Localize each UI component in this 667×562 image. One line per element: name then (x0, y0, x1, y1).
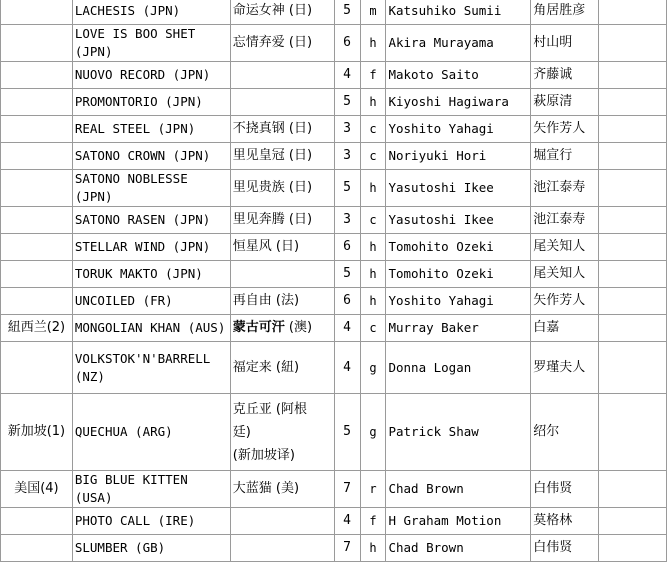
region-cell: 新加坡(1) (1, 394, 73, 471)
table-row (1, 315, 667, 342)
trainer-cell: Katsuhiko Sumii (386, 0, 531, 25)
region-cell (1, 25, 73, 62)
sex-cell: h (360, 261, 386, 288)
trainer-chinese-cell: 池江泰寿 (531, 170, 599, 207)
empty-cell (599, 261, 667, 288)
trainer-chinese-cell: 白嘉 (531, 315, 599, 342)
table-row (1, 535, 667, 562)
region-cell (1, 170, 73, 207)
trainer-chinese-cell: 矢作芳人 (531, 116, 599, 143)
chinese-name-cell: 里见贵族 (日) (230, 170, 334, 207)
horse-name-cell: SATONO RASEN (JPN) (72, 207, 230, 234)
chinese-name-cell (230, 535, 334, 562)
empty-cell (599, 207, 667, 234)
empty-cell (599, 234, 667, 261)
trainer-cell: H Graham Motion (386, 508, 531, 535)
age-cell: 6 (334, 234, 360, 261)
chinese-name-cell: 福定来 (紐) (230, 342, 334, 394)
chinese-name-cell: 里见皇冠 (日) (230, 143, 334, 170)
horse-name-cell: STELLAR WIND (JPN) (72, 234, 230, 261)
horse-name-cell: NUOVO RECORD (JPN) (72, 62, 230, 89)
horse-name-cell: QUECHUA (ARG) (72, 394, 230, 471)
table-row (1, 471, 667, 508)
chinese-name-line: 廷) (232, 424, 251, 440)
chinese-name-cell (230, 315, 334, 342)
trainer-chinese-cell: 白伟贤 (531, 471, 599, 508)
empty-cell (599, 471, 667, 508)
sex-cell: c (360, 143, 386, 170)
table-row (1, 0, 667, 25)
sex-cell: c (360, 207, 386, 234)
region-cell (1, 0, 73, 25)
chinese-name-line: 克丘亚 (阿根 (232, 401, 307, 417)
trainer-cell: Donna Logan (386, 342, 531, 394)
chinese-name-cell (230, 508, 334, 535)
age-cell: 6 (334, 288, 360, 315)
trainer-chinese-cell: 罗瑾夫人 (531, 342, 599, 394)
table-row (1, 207, 667, 234)
trainer-cell: Chad Brown (386, 471, 531, 508)
table-row (1, 89, 667, 116)
region-cell (1, 535, 73, 562)
region-cell (1, 207, 73, 234)
chinese-name-cell: 不挠真钢 (日) (230, 116, 334, 143)
region-cell: 紐西兰(2) (1, 315, 73, 342)
horse-name-cell: SATONO NOBLESSE (JPN) (72, 170, 230, 207)
trainer-cell: Noriyuki Hori (386, 143, 531, 170)
horse-name-line: (NZ) (74, 368, 105, 384)
age-cell: 3 (334, 116, 360, 143)
trainer-cell: Yoshito Yahagi (386, 116, 531, 143)
trainer-cell: Yoshito Yahagi (386, 288, 531, 315)
horse-name-cell: LACHESIS (JPN) (72, 0, 230, 25)
trainer-cell: Chad Brown (386, 535, 531, 562)
empty-cell (599, 89, 667, 116)
age-cell: 5 (334, 261, 360, 288)
horse-name-cell: REAL STEEL (JPN) (72, 116, 230, 143)
age-cell: 6 (334, 25, 360, 62)
region-cell (1, 62, 73, 89)
region-cell (1, 116, 73, 143)
chinese-name-line: (新加坡译) (232, 447, 295, 463)
region-cell (1, 89, 73, 116)
region-cell (1, 508, 73, 535)
empty-cell (599, 0, 667, 25)
trainer-cell: Yasutoshi Ikee (386, 170, 531, 207)
horse-name-cell: PROMONTORIO (JPN) (72, 89, 230, 116)
horse-name-cell: PHOTO CALL (IRE) (72, 508, 230, 535)
table-row (1, 116, 667, 143)
chinese-name-cell (230, 394, 334, 471)
table-row (1, 62, 667, 89)
region-cell (1, 342, 73, 394)
sex-cell: h (360, 170, 386, 207)
sex-cell: h (360, 89, 386, 116)
age-cell: 3 (334, 207, 360, 234)
trainer-cell: Tomohito Ozeki (386, 234, 531, 261)
chinese-name-cell (230, 62, 334, 89)
age-cell: 5 (334, 89, 360, 116)
sex-cell: h (360, 535, 386, 562)
empty-cell (599, 170, 667, 207)
sex-cell: h (360, 234, 386, 261)
empty-cell (599, 535, 667, 562)
empty-cell (599, 342, 667, 394)
trainer-chinese-cell: 村山明 (531, 25, 599, 62)
sex-cell: g (360, 394, 386, 471)
trainer-cell: Yasutoshi Ikee (386, 207, 531, 234)
horse-name-cell: SATONO CROWN (JPN) (72, 143, 230, 170)
age-cell: 4 (334, 342, 360, 394)
sex-cell: r (360, 471, 386, 508)
region-cell (1, 288, 73, 315)
chinese-name-cell: 忘情弃爱 (日) (230, 25, 334, 62)
region-cell: 美国(4) (1, 471, 73, 508)
region-cell (1, 143, 73, 170)
horse-name-cell: SLUMBER (GB) (72, 535, 230, 562)
trainer-chinese-cell: 莫格林 (531, 508, 599, 535)
chinese-name-cell (230, 261, 334, 288)
age-cell: 5 (334, 170, 360, 207)
horse-name-cell: TORUK MAKTO (JPN) (72, 261, 230, 288)
trainer-chinese-cell: 白伟贤 (531, 535, 599, 562)
chinese-name-cell: 再自由 (法) (230, 288, 334, 315)
chinese-name-cell: 恒星风 (日) (230, 234, 334, 261)
age-cell: 4 (334, 315, 360, 342)
sex-cell: f (360, 508, 386, 535)
horse-name-cell: BIG BLUE KITTEN (USA) (72, 471, 230, 508)
empty-cell (599, 143, 667, 170)
horse-name-cell: LOVE IS BOO SHET (JPN) (72, 25, 230, 62)
chinese-name-cell: 命运女神 (日) (230, 0, 334, 25)
age-cell: 5 (334, 0, 360, 25)
age-cell: 7 (334, 471, 360, 508)
table-row (1, 394, 667, 471)
table-row (1, 288, 667, 315)
empty-cell (599, 62, 667, 89)
trainer-cell: Kiyoshi Hagiwara (386, 89, 531, 116)
horse-name-cell (72, 342, 230, 394)
table-row (1, 342, 667, 394)
sex-cell: h (360, 288, 386, 315)
sex-cell: m (360, 0, 386, 25)
empty-cell (599, 394, 667, 471)
trainer-cell: Tomohito Ozeki (386, 261, 531, 288)
sex-cell: c (360, 315, 386, 342)
chinese-name-cell: 里见奔腾 (日) (230, 207, 334, 234)
trainer-cell: Murray Baker (386, 315, 531, 342)
age-cell: 4 (334, 62, 360, 89)
chinese-name-cell: 大蓝猫 (美) (230, 471, 334, 508)
trainer-chinese-cell: 角居胜彦 (531, 0, 599, 25)
table-row (1, 25, 667, 62)
empty-cell (599, 508, 667, 535)
sex-cell: c (360, 116, 386, 143)
trainer-chinese-cell: 池江泰寿 (531, 207, 599, 234)
trainer-cell: Akira Murayama (386, 25, 531, 62)
trainer-cell: Patrick Shaw (386, 394, 531, 471)
empty-cell (599, 25, 667, 62)
sex-cell: g (360, 342, 386, 394)
table-row (1, 261, 667, 288)
age-cell: 5 (334, 394, 360, 471)
trainer-chinese-cell: 矢作芳人 (531, 288, 599, 315)
table-row (1, 143, 667, 170)
horse-name-cell: UNCOILED (FR) (72, 288, 230, 315)
trainer-chinese-cell: 齐藤诚 (531, 62, 599, 89)
trainer-chinese-cell: 萩原清 (531, 89, 599, 116)
chinese-name-origin: (澳) (284, 320, 313, 335)
chinese-name-cell (230, 89, 334, 116)
sex-cell: f (360, 62, 386, 89)
age-cell: 7 (334, 535, 360, 562)
empty-cell (599, 116, 667, 143)
empty-cell (599, 315, 667, 342)
trainer-chinese-cell: 堀宣行 (531, 143, 599, 170)
table-row (1, 234, 667, 261)
region-cell (1, 234, 73, 261)
trainer-cell: Makoto Saito (386, 62, 531, 89)
sex-cell: h (360, 25, 386, 62)
region-cell (1, 261, 73, 288)
trainer-chinese-cell: 尾关知人 (531, 234, 599, 261)
trainer-chinese-cell: 绍尔 (531, 394, 599, 471)
empty-cell (599, 288, 667, 315)
age-cell: 3 (334, 143, 360, 170)
trainer-chinese-cell: 尾关知人 (531, 261, 599, 288)
table-row (1, 170, 667, 207)
table-row (1, 508, 667, 535)
horse-name-cell: MONGOLIAN KHAN (AUS) (72, 315, 230, 342)
horse-name-line: VOLKSTOK'N'BARRELL (74, 350, 211, 366)
age-cell: 4 (334, 508, 360, 535)
chinese-name-bold: 蒙古可汗 (232, 320, 285, 335)
